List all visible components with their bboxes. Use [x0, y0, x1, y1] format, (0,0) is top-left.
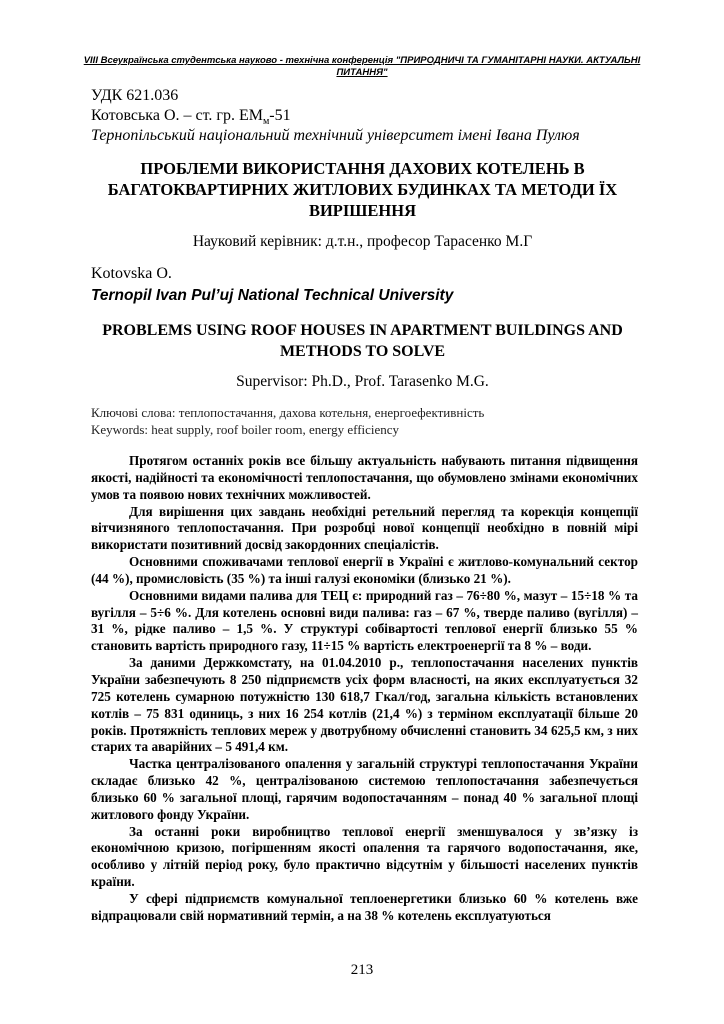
affiliation-ua: Тернопільський національний технічний університет імені Івана Пулюя	[91, 127, 580, 144]
body-text	[91, 453, 638, 925]
keywords-ua: Ключові слова: теплопостачання, дахова котельня, енергоефективність	[91, 405, 485, 420]
author-ua-subscript: м	[262, 116, 270, 128]
udk-code: УДК 621.036	[91, 87, 179, 104]
title-ua: ПРОБЛЕМИ ВИКОРИСТАННЯ ДАХОВИХ КОТЕЛЕНЬ В БАГАТОКВАРТИРНИХ ЖИТЛОВИХ БУДИНКАХ ТА МЕТОДИ ЇХ ВИРІШЕННЯ	[107, 159, 618, 220]
body-paragraph: У сфері підприємств комунальної теплоенергетики близько 60 % котелень вже відпрацювали свій нормативний термін, а на 38 % котелень експлуатуються	[91, 890, 638, 923]
author-ua-group: -51	[269, 107, 291, 124]
body-paragraph: Частка централізованого опалення у загальній структурі теплопостачання України складає близько 42 %, централізованою системою теплопостачання забезпечується близько 60 % загальної площі, гарячим водопостачанням – понад 40 % загальної площі житлового фонду України.	[91, 756, 638, 822]
body-paragraph: За останні роки виробництво теплової енергії зменшувалося у зв’язку із економічною кризою, погіршенням якості опалення та гарячого водопостачання, яке, особливо у літній період року, було практично відсутнім у більшості населених пунктів країни.	[91, 823, 638, 890]
supervisor-ua: Науковий керівник: д.т.н., професор Тарасенко М.Г	[192, 233, 533, 250]
page-number: 213	[350, 962, 374, 978]
affiliation-en: Ternopil Ivan Pul’uj National Technical University	[91, 287, 454, 304]
author-ua-name: Котовська О. – ст. гр. ЕМ	[91, 107, 263, 124]
body-paragraph: Основними видами палива для ТЕЦ є: природний газ – 76÷80 %, мазут – 15÷18 % та вугілля – 5÷6 %. Для котелень основні види палива: газ – 67 %, тверде паливо (вугілля) – 31 %, рідке паливо – 1,5 %. У структурі собівартості теплової енергії близько 55 % становить вартість природного газу, 11÷15 % вартість електроенергії та 8 % – води.	[91, 587, 638, 654]
keywords-en: Keywords: heat supply, roof boiler room, energy efficiency	[91, 422, 400, 437]
conference-header: VIII Всеукраїнська студентська науково - технічна конференція "ПРИРОДНИЧІ ТА ГУМАНІТАРНІ НАУКИ. АКТУАЛЬНІ ПИТАННЯ"	[83, 55, 641, 78]
body-paragraph: Основними споживачами теплової енергії в Україні є житлово-комунальний сектор (44 %), промисловість (35 %) та інші галузі економіки (близько 21 %).	[91, 554, 638, 586]
author-en: Kotovska O.	[91, 265, 172, 282]
supervisor-en: Supervisor: Ph.D., Prof. Tarasenko M.G.	[236, 373, 489, 390]
title-en: PROBLEMS USING ROOF HOUSES IN APARTMENT BUILDINGS AND METHODS TO SOLVE	[102, 322, 623, 360]
body-paragraph: Для вирішення цих завдань необхідні ретельний перегляд та корекція концепції вітчизняного теплопостачання. При розробці нової концепції необхідно в повній мірі використати позитивний досвід закордонних спеціалістів.	[91, 503, 638, 553]
body-paragraph: За даними Держкомстату, на 01.04.2010 р., теплопостачання населених пунктів України забезпечують 8 250 підприємств усіх форм власності, на яких експлуатується 32 725 котелень сумарною потужністю 130 618,7 Гкал/год, загальна кількість встановлених котлів – 75 831 одиниць, з них 16 254 котлів (21,4 %) з терміном експлуатації більше 20 років. Протяжність теплових мереж у двотрубному обчисленні становить 34 625,5 км, з них старих та аварійних – 5 491,4 км.	[91, 655, 638, 755]
body-paragraph: Протягом останніх років все більшу актуальність набувають питання підвищення якості, надійності та економічності теплопостачання, що обумовлено змінами економічних умов та появою нових технічних можливостей.	[91, 453, 638, 502]
